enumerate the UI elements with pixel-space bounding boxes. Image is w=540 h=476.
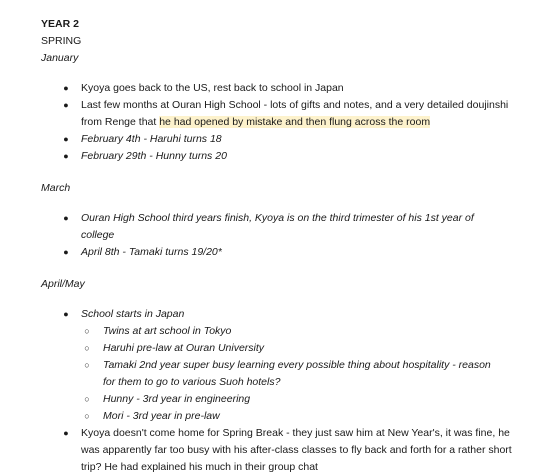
- sub-list-item-text: Mori - 3rd year in pre-law: [103, 410, 220, 422]
- list-item: [41, 244, 499, 261]
- list-item: [41, 80, 499, 97]
- list-item-text-start: Last few months at Ouran High School - lots of gifts and notes, and a very detailed doujinshi from Renge that: [81, 99, 509, 128]
- list-item: [41, 306, 499, 425]
- list-item-text: Kyoya goes back to the US, rest back to school in Japan: [81, 82, 344, 94]
- bullet-icon: ●: [63, 83, 69, 93]
- month-heading-april-may: April/May: [41, 278, 85, 290]
- bullet-icon: ●: [63, 100, 69, 110]
- list-item: [41, 97, 509, 131]
- sub-list-item: [81, 408, 499, 425]
- bullet-icon: ●: [63, 213, 69, 223]
- year-heading: YEAR 2: [41, 18, 79, 30]
- sub-list-item-text: Tamaki 2nd year super busy learning every possible thing about hospitality - reason for them to go to various Suoh hotels?: [103, 359, 491, 388]
- school-sub-list: [81, 323, 499, 425]
- sub-bullet-icon: ○: [84, 411, 90, 421]
- sub-bullet-icon: ○: [84, 343, 90, 353]
- bullet-icon: ●: [63, 309, 69, 319]
- sub-bullet-icon: ○: [84, 394, 90, 404]
- april-may-list: [41, 306, 512, 476]
- sub-list-item: [81, 340, 499, 357]
- sub-bullet-icon: ○: [84, 326, 90, 336]
- list-item-text: School starts in Japan: [81, 308, 185, 320]
- list-item: [41, 425, 512, 476]
- month-heading-january: January: [41, 52, 79, 64]
- highlighted-text: he had opened by mistake and then flung across the room: [159, 116, 431, 128]
- list-item-text: Kyoya doesn't come home for Spring Break - they just saw him at New Year's, it was fine, he was apparently far too busy with his after-class classes to fly back and forth for a rather short trip? He had explained his much in their group chat: [81, 427, 512, 473]
- list-item-text: [81, 97, 521, 131]
- list-item-text: April 8th - Tamaki turns 19/20*: [81, 246, 222, 258]
- sub-list-item-text: Twins at art school in Tokyo: [103, 325, 232, 337]
- march-list: [41, 210, 499, 261]
- sub-bullet-icon: ○: [84, 360, 90, 370]
- list-item: [41, 210, 499, 244]
- list-item-text: February 4th - Haruhi turns 18: [81, 133, 222, 145]
- month-heading-march: March: [41, 182, 71, 194]
- sub-list-item-text: Haruhi pre-law at Ouran University: [103, 342, 265, 354]
- sub-list-item-text: Hunny - 3rd year in engineering: [103, 393, 251, 405]
- bullet-icon: ●: [63, 247, 69, 257]
- bullet-icon: ●: [63, 134, 69, 144]
- season-heading: SPRING: [41, 35, 82, 47]
- sub-list-item: [81, 323, 499, 340]
- sub-list-item: [81, 357, 499, 391]
- january-list: [41, 80, 509, 165]
- bullet-icon: ●: [63, 151, 69, 161]
- list-item: [41, 148, 499, 165]
- bullet-icon: ●: [63, 428, 69, 438]
- list-item-text: February 29th - Hunny turns 20: [81, 150, 227, 162]
- list-item: [41, 131, 499, 148]
- list-item-text: Ouran High School third years finish, Kyoya is on the third trimester of his 1st year of college: [81, 212, 474, 241]
- sub-list-item: [81, 391, 499, 408]
